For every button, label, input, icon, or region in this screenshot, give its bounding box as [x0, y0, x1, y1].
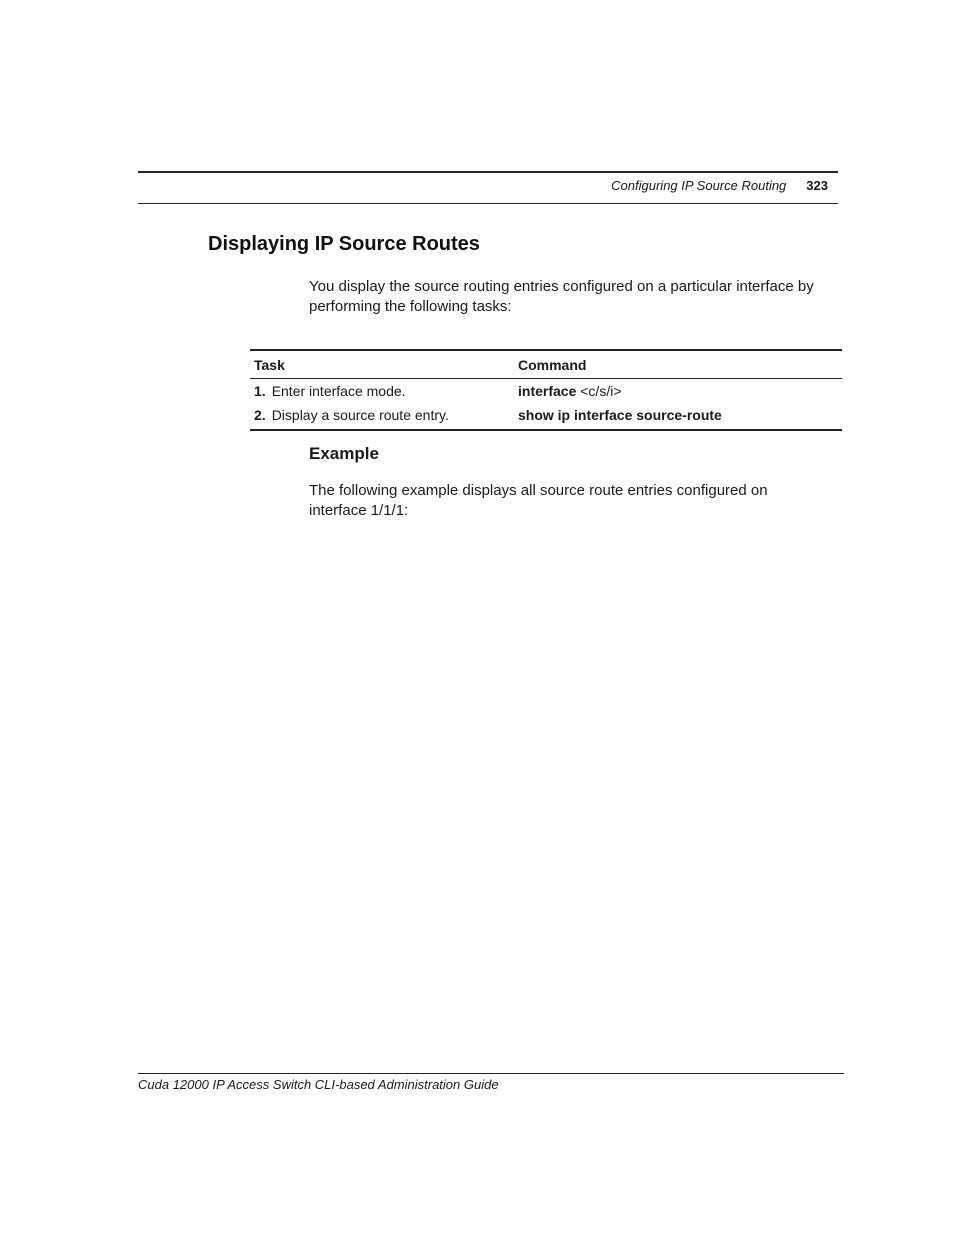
- section-heading: Displaying IP Source Routes: [208, 233, 480, 255]
- command-args: <c/s/i>: [576, 383, 622, 399]
- command-keyword: show ip interface source-route: [518, 407, 722, 423]
- step-number: 1.: [254, 383, 266, 399]
- task-text: Enter interface mode.: [271, 383, 406, 399]
- task-cell: [250, 403, 514, 430]
- table-header-command: Command: [514, 350, 842, 379]
- footer-rule: [138, 1073, 844, 1074]
- command-cell: [514, 379, 842, 404]
- header-rule-bottom: [138, 203, 838, 204]
- step-number: 2.: [254, 407, 266, 423]
- footer-title: Cuda 12000 IP Access Switch CLI-based Administration Guide: [138, 1077, 499, 1092]
- task-text: Display a source route entry.: [271, 407, 449, 423]
- example-heading: Example: [309, 444, 379, 463]
- intro-paragraph: You display the source routing entries configured on a particular interface by performing the following tasks:: [309, 278, 814, 315]
- command-keyword: interface: [518, 383, 577, 399]
- table-header-row: [250, 350, 842, 379]
- running-head-section: Configuring IP Source Routing: [611, 178, 787, 193]
- table-header-task: Task: [250, 350, 514, 379]
- header-rule-top: [138, 171, 838, 173]
- table-row: [250, 379, 842, 404]
- example-paragraph: The following example displays all source route entries configured on interface 1/1/1:: [309, 482, 768, 519]
- task-cell: [250, 379, 514, 404]
- table-row: [250, 403, 842, 430]
- task-table: [250, 349, 842, 431]
- command-cell: [514, 403, 842, 430]
- running-head: [611, 178, 828, 193]
- page-number: 323: [806, 178, 828, 193]
